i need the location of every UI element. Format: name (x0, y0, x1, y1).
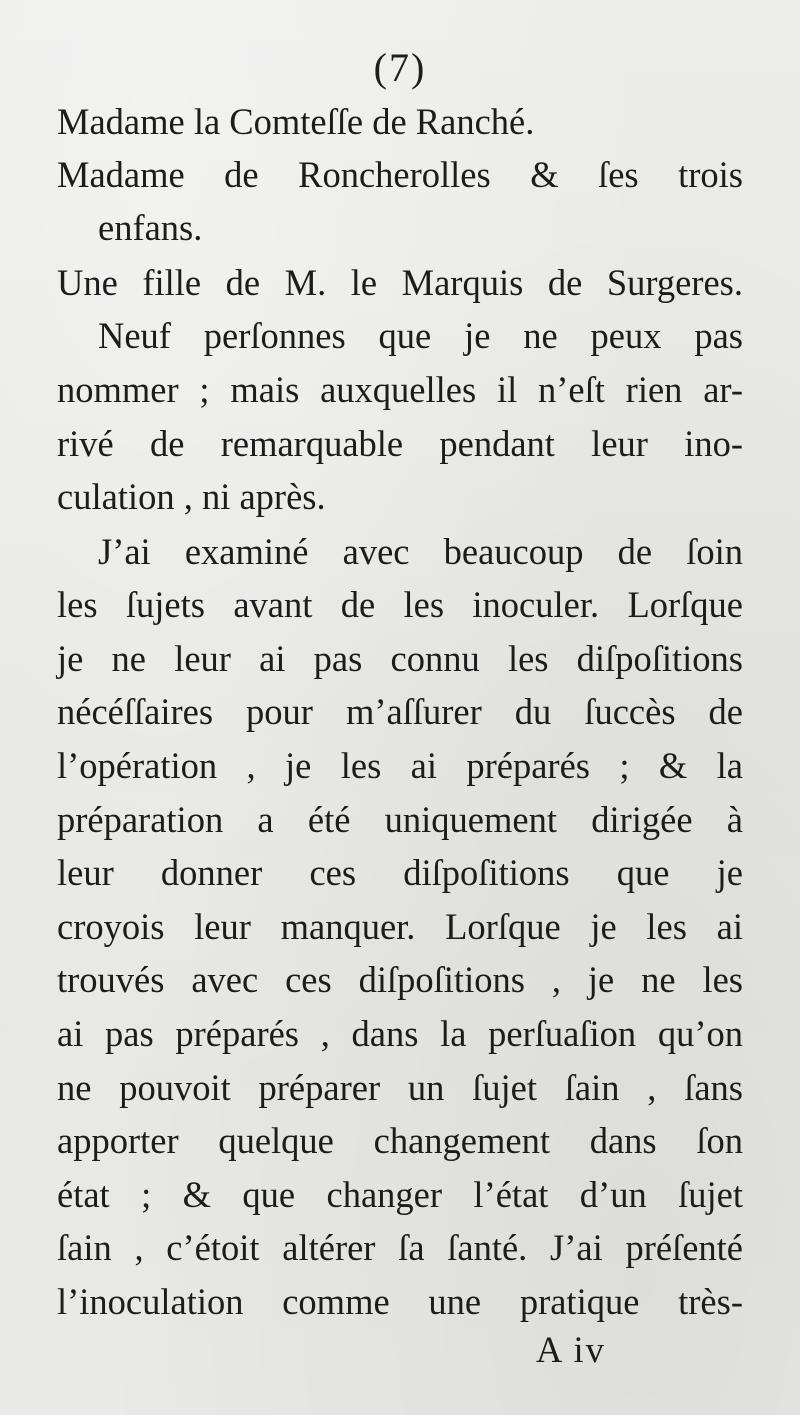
text-line: ſain , c’étoit altérer ſa ſanté. J’ai préſenté (57, 1227, 743, 1268)
signature-mark: A iv (536, 1329, 606, 1370)
page-number: (7) (373, 45, 427, 90)
text-line: croyois leur manquer. Lorſque je les ai (57, 906, 743, 947)
text-line: état ; & que changer l’état d’un ſujet (57, 1174, 743, 1215)
text-line: rivé de remarquable pendant leur ino- (57, 423, 743, 464)
text-line: culation , ni après. (57, 476, 326, 517)
text-line: ai pas préparés , dans la perſuaſion qu’on (57, 1013, 743, 1054)
text-line: l’opération , je les ai préparés ; & la (57, 745, 743, 786)
text-line: J’ai examiné avec beaucoup de ſoin (98, 531, 743, 572)
text-line: l’inoculation comme une pratique très- (57, 1281, 743, 1322)
text-line: je ne leur ai pas connu les diſpoſitions (57, 638, 743, 679)
text-line: préparation a été uniquement dirigée à (57, 799, 743, 840)
text-line: Madame la Comteſſe de Ranché. (57, 101, 535, 142)
text-line: enfans. (98, 207, 203, 248)
text-line: apporter quelque changement dans ſon (57, 1120, 743, 1161)
text-line: Une fille de M. le Marquis de Surgeres. (57, 262, 743, 303)
text-line: nommer ; mais auxquelles il n’eſt rien ar- (57, 369, 743, 410)
text-line: trouvés avec ces diſpoſitions , je ne les (57, 959, 743, 1000)
text-line: Madame de Roncherolles & ſes trois (57, 154, 743, 195)
text-line: ne pouvoit préparer un ſujet ſain , ſans (57, 1067, 743, 1108)
text-line: leur donner ces diſpoſitions que je (57, 852, 743, 893)
text-line: Neuf perſonnes que je ne peux pas (98, 315, 743, 356)
text-line: nécéſſaires pour m’aſſurer du ſuccès de (57, 691, 743, 732)
text-line: les ſujets avant de les inoculer. Lorſque (57, 584, 743, 625)
